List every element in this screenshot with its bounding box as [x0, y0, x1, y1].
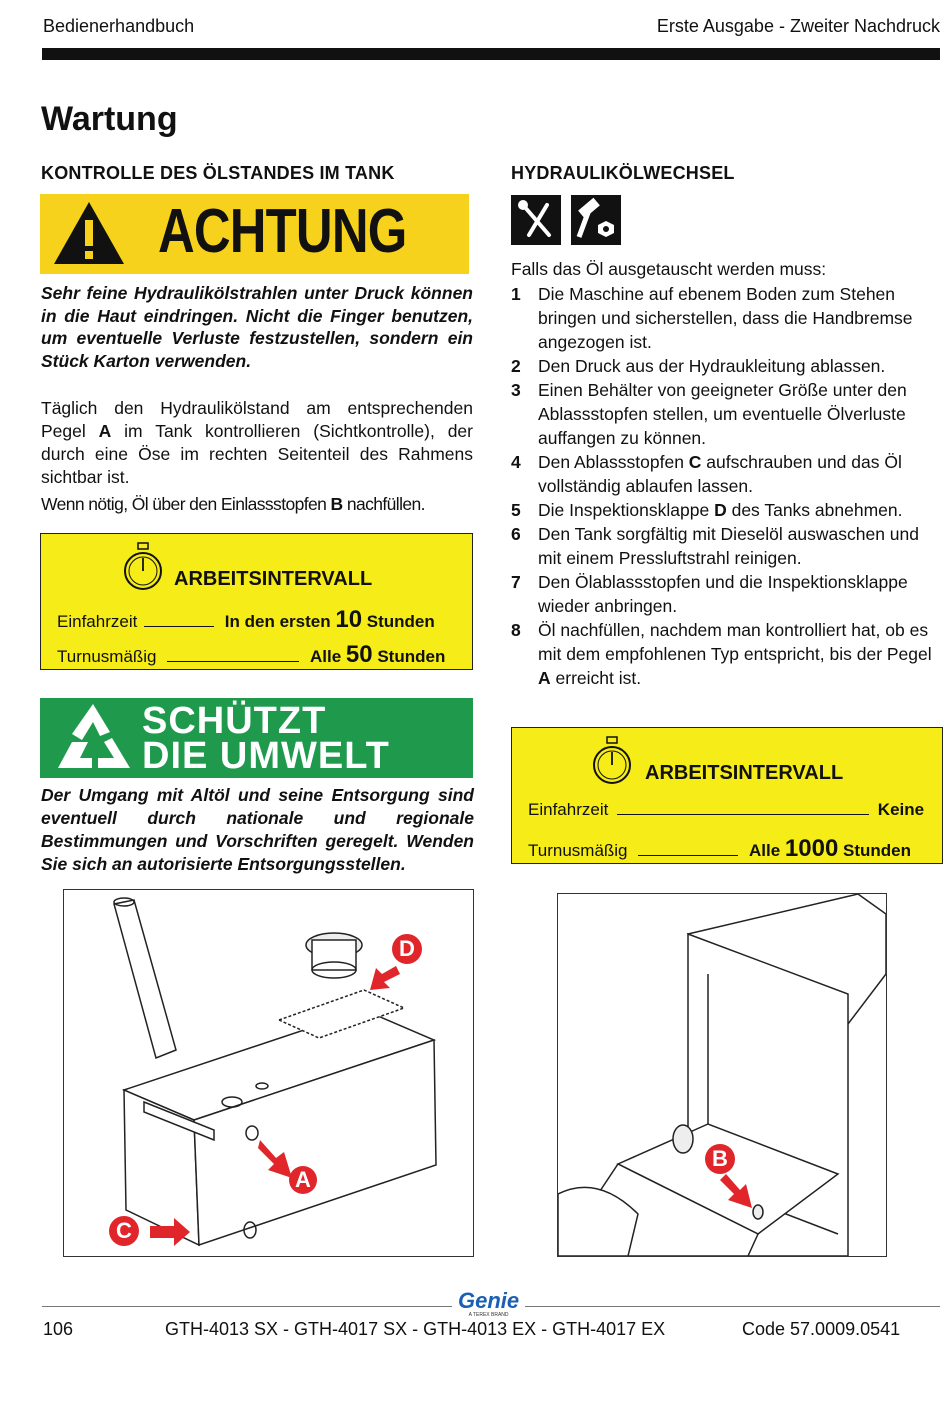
logo-wordmark: Genie	[458, 1288, 520, 1313]
ref-letter: B	[330, 494, 343, 514]
step-number: 8	[511, 620, 521, 640]
interval-label: Turnusmäßig	[528, 841, 628, 860]
list-item	[511, 450, 943, 498]
step-number: 3	[511, 380, 521, 400]
list-item	[511, 282, 943, 354]
footer-code: Code 57.0009.0541	[742, 1319, 901, 1339]
callout-a: A	[289, 1166, 317, 1194]
step-text: Einen Behälter von geeigneter Größe unter den Ablassstopfen stellen, um eventuelle Ölverluste auffangen zu können.	[538, 380, 907, 448]
warning-banner	[40, 194, 469, 274]
interval-label: Turnusmäßig	[57, 647, 157, 666]
environment-line2: DIE UMWELT	[142, 735, 390, 777]
work-interval-box	[40, 533, 473, 670]
section-heading-oil-level: KONTROLLE DES ÖLSTANDES IM TANK	[41, 163, 395, 183]
header-manual-title: Bedienerhandbuch	[43, 16, 195, 36]
warning-label: ACHTUNG	[158, 197, 407, 266]
header-edition: Erste Ausgabe - Zweiter Nachdruck	[656, 16, 940, 36]
footer-models: GTH-4013 SX - GTH-4017 SX - GTH-4013 EX - GTH-4017 EX	[165, 1319, 666, 1339]
step-text: aufschrauben und das Öl vollständig ablaufen lassen.	[538, 452, 902, 496]
oil-change-steps	[511, 282, 943, 690]
step-text: Den Druck aus der Hydraukleitung ablassen.	[538, 356, 886, 376]
interval-unit: Stunden	[843, 841, 912, 860]
step-text: Den Tank sorgfältig mit Dieselöl auswaschen und mit einem Pressluftstrahl reinigen.	[538, 524, 919, 568]
interval-unit: Stunden	[377, 647, 446, 666]
oil-check-paragraph	[41, 397, 473, 489]
interval-number: 10	[335, 606, 363, 633]
ref-letter: D	[714, 500, 727, 520]
step-number: 4	[511, 452, 521, 472]
interval-number: 1000	[784, 835, 839, 862]
step-number: 2	[511, 356, 521, 376]
text-run: nachfüllen.	[342, 494, 425, 514]
hydraulic-tank-figure	[63, 889, 474, 1257]
step-text: Den Ablassstopfen	[538, 452, 689, 472]
interval-row-periodic	[528, 835, 938, 863]
list-item	[511, 570, 943, 618]
list-item	[511, 498, 943, 522]
list-item	[511, 378, 943, 450]
section-heading-oil-change: HYDRAULIKÖLWECHSEL	[511, 163, 735, 183]
hammer-icon	[571, 195, 621, 245]
interval-row-periodic	[57, 641, 467, 669]
step-text: Öl nachfüllen, nachdem man kontrolliert hat, ob es mit dem empfohlenen Typ entspricht, bis der Pegel	[538, 620, 932, 664]
recycle-icon	[52, 700, 134, 776]
step-text: Die Inspektionsklappe	[538, 500, 715, 520]
step-text: Den Ölablassstopfen und die Inspektionsklappe wieder anbringen.	[538, 572, 908, 616]
text-run: Täglich den Hydraulikölstand am entsprechenden Pegel	[41, 398, 473, 441]
step-number: 7	[511, 572, 521, 592]
refill-paragraph	[41, 493, 481, 516]
interval-number: 50	[345, 641, 373, 668]
interval-title: ARBEITSINTERVALL	[645, 762, 844, 784]
tank-drain-illustration	[558, 894, 886, 1256]
list-item	[511, 618, 943, 690]
step-text: Die Maschine auf ebenem Boden zum Stehen bringen und sicherstellen, dass die Handbremse angezogen ist.	[538, 284, 913, 352]
hammer-nut-icon	[571, 195, 621, 245]
oil-change-intro: Falls das Öl ausgetauscht werden muss:	[511, 259, 827, 279]
tank-drain-figure	[557, 893, 887, 1257]
callout-b: B	[705, 1144, 735, 1174]
interval-pre: Alle	[748, 841, 781, 860]
step-number: 5	[511, 500, 521, 520]
warning-triangle-icon	[52, 200, 126, 266]
environment-text: Der Umgang mit Altöl und seine Entsorgung sind eventuell durch nationale und regionale Bestimmungen und Vorschriften geregelt. Wenden Sie sich an autorisierte Entsorgungsstellen.	[41, 785, 474, 874]
interval-row-break-in	[528, 800, 938, 820]
interval-label: Einfahrzeit	[57, 612, 138, 631]
interval-underline	[167, 661, 299, 662]
step-number: 6	[511, 524, 521, 544]
interval-label: Einfahrzeit	[528, 800, 609, 819]
interval-row-break-in	[57, 606, 457, 634]
stopwatch-icon	[121, 542, 165, 592]
step-number: 1	[511, 284, 521, 304]
ref-letter: C	[688, 452, 702, 472]
environment-banner	[40, 698, 473, 778]
interval-unit: Stunden	[366, 612, 435, 631]
list-item	[511, 354, 943, 378]
ref-letter: A	[98, 421, 112, 441]
work-interval-box-oil-change	[511, 727, 943, 864]
interval-value: Keine	[877, 800, 925, 819]
logo-tagline: A TEREX BRAND	[468, 1312, 509, 1318]
interval-title: ARBEITSINTERVALL	[174, 568, 373, 590]
tools-icon	[511, 195, 561, 245]
interval-pre: In den ersten	[224, 612, 331, 631]
text-run: Wenn nötig, Öl über den Einlassstopfen	[41, 494, 331, 514]
step-text: des Tanks abnehmen.	[726, 500, 903, 520]
list-item	[511, 522, 943, 570]
page-number: 106	[43, 1319, 74, 1339]
warning-text: Sehr feine Hydraulikölstrahlen unter Druck können in die Haut eindringen. Nicht die Finger benutzen, um eventuelle Verluste festzustellen, sondern ein Stück Karton verwenden.	[41, 283, 473, 371]
interval-underline	[617, 814, 869, 815]
wrench-screwdriver-icon	[511, 195, 561, 245]
ref-letter: A	[538, 668, 551, 688]
text-run: im Tank kontrollieren (Sichtkontrolle), der durch eine Öse im rechten Seitenteil des Rahmens sichtbar ist.	[41, 421, 473, 487]
interval-pre: Alle	[309, 647, 342, 666]
callout-c: C	[109, 1216, 139, 1246]
environment-line1: SCHÜTZT	[142, 700, 327, 742]
callout-d: D	[392, 934, 422, 964]
interval-underline	[144, 626, 214, 627]
step-text: erreicht ist.	[550, 668, 642, 688]
header-rule	[42, 48, 940, 60]
page-title: Wartung	[41, 100, 178, 138]
stopwatch-icon	[590, 736, 634, 786]
genie-logo	[452, 1290, 525, 1318]
interval-underline	[638, 855, 738, 856]
